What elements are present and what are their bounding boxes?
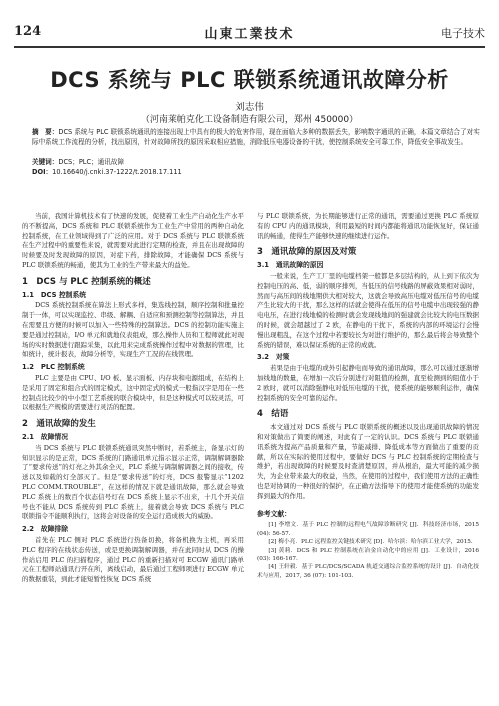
references-heading: 参考文献： [257,509,291,518]
page-header [14,22,485,44]
left-column [22,212,244,585]
body-paragraph: PLC 主要是由 CPU、I/O 板、显示面板、内存块和电源组成，在结构上是采用了固定和组合式的固定模式，这中固定式的模式一般指汉字是用在一些控制点比较少的中小型工艺系统的联合模块中，但是这种模式可以较灵活，可以根据生产规模的需要进行灵活的配置。 [22,373,244,412]
body-paragraph: 若果是由于电缆的或外引起静电而导致的通讯故障，那么可以通过逐渐增加线地的数量，在增加一次后分别进行对阻值的检测，直至检测到的阻值小于 2 欧时，就可以消除强静电对低压电缆的干扰，使系统的能够顺利运作，确保控制系统的安全可靠的运作。 [257,364,479,402]
subsection-heading: 2.2 故障排除 [22,525,69,534]
intro-paragraph: 当前，我国计算机技术有了快速的发展，促使着工业生产自动化生产水平的不断提高，DCS 系统和 PLC 联锁系统作为工业生产中常用的两种自动化控制系统，在工业领域得到了广泛的应用。对于 DCS 系统与 PLC 联锁系统在生产过程中的重要性来说，就需要对此进行定期的检查，并且在出现故障的时候要及时发现故障的原因，对症下药，排除故障，才能确保 DCS 系统与 PLC 联锁系统的畅通，使其为工业的生产带来最大的益处。 [22,212,244,269]
section-heading: 2 通讯故障的发生 [22,419,96,430]
keywords [32,158,481,168]
right-column [257,212,479,580]
page-number: 124 [14,24,42,39]
abstract [32,128,481,147]
doi-label: DOI： [32,168,53,176]
subsection-heading: 3.1 通讯故障的原因 [257,261,324,270]
subsection-heading: 1.2 PLC 控制系统 [22,363,85,372]
reference-item: [4] 王轩毅．基于 PLC/DCS/SCADA 轨道交通综合监控系统的设计 [J]．自动化技术与应用，2017, 36 (07): 101-103. [257,564,479,579]
article-author: 刘志伟 [235,102,264,113]
body-paragraph: 首先在 PLC 侧对 PLC 系统进行热备切换，将备机换为主机，再采用 PLC 程序的在线状态传送，或是更换调制解调器，并在此同时从 DCS 的操作站启用 PLC 的扫描程序，通过 PLC 的重新扫描对可 ECGW 通讯门路单元在工程师站通讯行开在所，离线启动，最后通过工程师项进行 ECGW 单元的数据重装，到此才能短暂性恢复 DCS 系统 [22,535,244,584]
abstract-text: DCS 系统与 PLC 联锁系统通讯的连接出现上中具有的极大的危害作用，现在面临大多种的数据丢失，影响数字通讯的正确，本篇文章结合了对实际中系统工作流程的分析，找出原因，针对故障所找的原因采取相应措施，消除低压电器设备的干扰，使控制系统安全可靠工作，降低安全事故发生。 [32,128,480,146]
keywords-text: DCS；PLC；通讯故障 [58,158,125,166]
body-paragraph: 与 PLC 联锁系统，为长期能够进行正常的通讯，需要通过更换 PLC 系统原有的 CPU 内的通讯模块，利用最短的时间内都能将通讯功能恢复好，保证通讯的畅通，使得生产能够快速的继续进行运作。 [257,212,479,240]
keywords-label: 关键词： [32,158,59,166]
body-paragraph: 当 DCS 系统与 PLC 联锁系统通讯突然中断时，若系统主，备显示灯的知识显示的是正常，DCS 系统的门路通讯单元指示显示正常，调制解调器除了“要求传送”的灯亮之外其余全灭，PLC 系统与调制解调器之间的接收，传送以及如载的灯全部灭了。但是“要求传送”的灯亮，DCS 报警显示“1202 PLC COMM.TROUBLE”，在这样的情况下就是通讯故障，那么就会导致 PLC 系统上的数百个状态信号灯在 DCS 系统上显示不出来，十几个开关信号也不能从 DCS 系统传到 PLC 系统上，接着就会导致 DCS 系统与 PLC 联锁指令不能顺利执行，这将会对设备的安全运行造成极大的威胁。 [22,443,244,521]
article-title: DCS 系统与 PLC 联锁系统通讯故障分析 [50,68,449,92]
body-paragraph: 本文通过对 DCS 系统与 PLC 联锁系统的概述以及出现通讯故障的情况和对策做出了简要的阐述，对此有了一定的认识。DCS 系统与 PLC 联锁通讯系统为提高产品质量和产量，节能减排、降低成本等方面做出了重要的贡献，所以在实际的使用过程中，要做好 DCS 与 PLC 控制系统的定期检查与维护，若出现故障的时候要及时查清楚原因，并从根治，最大可能的减少损失，为企业带来最大的收益，当然，在使用的过程中，我们使用方法的正确性也是对协调的一种很好的保护，在正确方法指导下的使用才能使系统的功能发挥到最大的作用。 [257,423,479,500]
subsection-heading: 2.1 故障情况 [22,432,69,441]
subsection-heading: 3.2 对策 [257,353,290,362]
section-heading: 3 通讯故障的原因及对策 [257,247,357,258]
body-paragraph: DCS 系统控制系统在算法上形式多样，集选线控制，顺序控制和批量控制于一体，可以实现监控、串级、解耦、自适应和预测控制等控制算法，并且在需要且方便的时候可以加入一些特殊的控制算法。DCS 的控制功能实施主要是通过控制站，I/O 单元和就地仪表组成，那么操作人员和工程师就此对现场的实时数据进行跟踪采集，以此用来完成系统操作过程中对数据的管理，比如统计，统计报表，故障分析等，实现生产工况的在线管理。 [22,301,244,359]
doi-text: 10.16640/j.cnki.37-1222/t.2018.17.111 [52,168,182,176]
journal-name: 山東工業技术 [204,27,295,42]
body-paragraph: 一般来说，生产工厂里的电缆档架一般都是多层结构的，从上到下依次为控制电压的高、低，弱的顺序排列，当低压的信号线路的屏蔽效果相对弱时，然而与高压间的线地期供大相对较大，这就会导致高压电缆对低压信号的电缆产生比较大的干扰，那么这样的话就会使得在低压的信号电缆中出现较强的静电电压，在进行线地模的检测时就会发现线地间的强建就会比较大的电压数据的时候，就会超越过了 2 欧，在静电的干扰下，系统的内部的环境运行会慢慢出现粗乱，在这个过程中若要较长为对进行维护的，那么最后将会导致整个系统的错误，难以保证系统的正常的成就。 [257,271,479,349]
section-heading: 4 结语 [257,409,289,420]
doi [32,168,481,178]
header-rule [14,46,485,48]
article-affiliation: （河南莱帕克化工设备制造有限公司，郑州 450000） [140,115,359,125]
reference-item: [1] 李增文．基于 PLC 控制的远程电气故障诊断研究 [J]．科技经济市场，2015 (04): 56-57. [257,522,479,537]
abstract-label: 摘 要： [32,128,59,136]
subsection-heading: 1.1 DCS 控制系统 [22,290,87,299]
reference-item: [2] 梅小亮．PLC 远程监控关键技术研究 [D]．哈尔滨：哈尔滨工业大学，2015. [268,539,473,546]
section-heading: 1 DCS 与 PLC 控制系统的概述 [22,276,151,287]
column-name: 电子技术 [441,27,485,40]
reference-item: [3] 黄莉．DCS 和 PLC 控制系统在冶金自动化中的应用 [J]．工业设计，2016 (03): 166-167. [257,547,479,562]
